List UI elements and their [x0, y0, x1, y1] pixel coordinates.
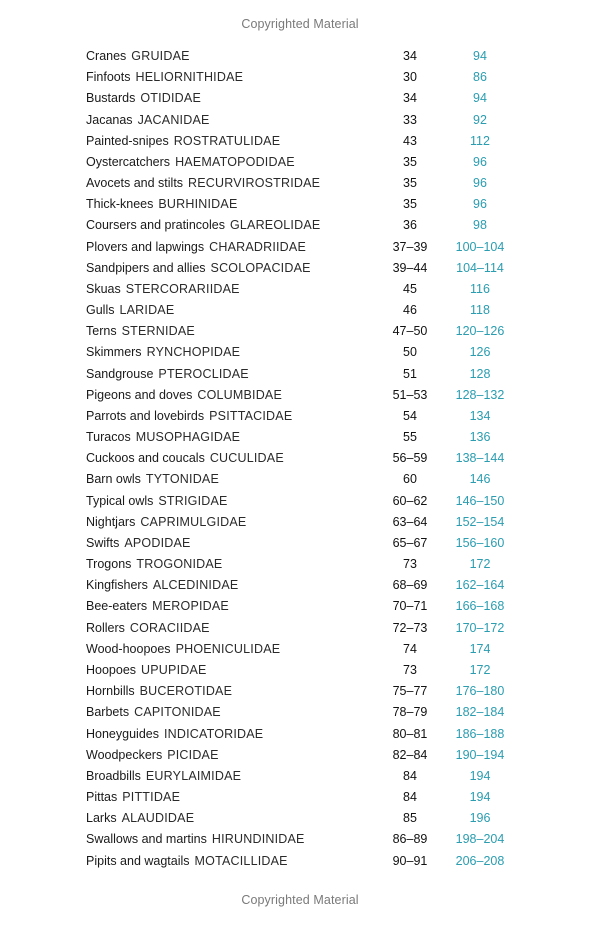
family-name: [86, 406, 292, 427]
family-index-list: [86, 46, 516, 872]
common-name: Wood-hoopoes: [86, 641, 171, 656]
index-row: [86, 829, 516, 850]
family-name: [86, 342, 240, 363]
common-name: Gulls: [86, 303, 115, 318]
common-name: Jacanas: [86, 112, 133, 127]
family-name: [86, 702, 221, 723]
plate-numbers: 73: [403, 557, 417, 572]
common-name: Oystercatchers: [86, 154, 171, 169]
common-name: Pipits and wagtails: [86, 853, 190, 868]
scientific-family: MOTACILLIDAE: [194, 853, 288, 868]
plate-numbers: 39–44: [392, 260, 428, 275]
common-name: Sandpipers and allies: [86, 260, 206, 275]
family-name: [86, 110, 210, 131]
family-name: [86, 575, 238, 596]
page-numbers: 182–184: [455, 705, 505, 720]
index-row: [86, 469, 516, 490]
index-row: [86, 215, 516, 236]
common-name: Barbets: [86, 705, 130, 720]
plate-numbers: 65–67: [392, 535, 428, 550]
scientific-family: PSITTACIDAE: [209, 408, 293, 423]
family-name: [86, 237, 306, 258]
common-name: Skimmers: [86, 345, 142, 360]
page-numbers: 194: [469, 768, 491, 783]
common-name: Parrots and lovebirds: [86, 408, 205, 423]
scientific-family: STERCORARIIDAE: [125, 281, 240, 296]
common-name: Painted-snipes: [86, 133, 169, 148]
plate-numbers: 33: [403, 112, 417, 127]
page-numbers: 96: [473, 197, 487, 212]
scientific-family: CHARADRIIDAE: [209, 239, 306, 254]
page-numbers: 96: [473, 176, 487, 191]
scientific-family: CUCULIDAE: [209, 451, 284, 466]
index-row: [86, 67, 516, 88]
page-numbers: 128–132: [455, 387, 505, 402]
page-numbers: 194: [469, 790, 491, 805]
page-numbers: 176–180: [455, 684, 505, 699]
page-numbers: 186–188: [455, 726, 505, 741]
scientific-family: ALCEDINIDAE: [152, 578, 239, 593]
index-row: [86, 300, 516, 321]
scientific-family: APODIDAE: [124, 535, 191, 550]
page-numbers: 198–204: [455, 832, 505, 847]
page-numbers: 134: [469, 408, 491, 423]
page-numbers: 146: [469, 472, 491, 487]
scientific-family: GLAREOLIDAE: [229, 218, 321, 233]
page-numbers: 156–160: [455, 535, 505, 550]
index-row: [86, 427, 516, 448]
common-name: Cuckoos and coucals: [86, 451, 205, 466]
page-numbers: 190–194: [455, 747, 505, 762]
index-row: [86, 46, 516, 67]
family-name: [86, 618, 210, 639]
common-name: Avocets and stilts: [86, 176, 184, 191]
scientific-family: HIRUNDINIDAE: [211, 832, 305, 847]
page-numbers: 170–172: [455, 620, 505, 635]
page-numbers: 120–126: [455, 324, 505, 339]
plate-numbers: 34: [403, 49, 417, 63]
page-numbers: 126: [469, 345, 491, 360]
family-name: [86, 554, 222, 575]
plate-numbers: 90–91: [392, 853, 428, 868]
page-numbers: 146–150: [455, 493, 505, 508]
plate-numbers: 60–62: [392, 493, 428, 508]
family-name: [86, 385, 282, 406]
scientific-family: PITTIDAE: [122, 790, 181, 805]
plate-numbers: 78–79: [392, 705, 428, 720]
index-row: [86, 194, 516, 215]
family-name: [86, 851, 288, 872]
scientific-family: PICIDAE: [167, 747, 219, 762]
common-name: Cranes: [86, 49, 127, 63]
page-numbers: 206–208: [455, 853, 505, 868]
family-name: [86, 131, 280, 152]
common-name: Turacos: [86, 430, 131, 445]
family-name: [86, 279, 240, 300]
plate-numbers: 70–71: [392, 599, 428, 614]
index-row: [86, 237, 516, 258]
family-name: [86, 258, 311, 279]
plate-numbers: 82–84: [392, 747, 428, 762]
page-numbers: 116: [470, 281, 490, 296]
scientific-family: RYNCHOPIDAE: [146, 345, 241, 360]
scientific-family: HAEMATOPODIDAE: [175, 154, 295, 169]
scientific-family: CORACIIDAE: [129, 620, 210, 635]
scientific-family: COLUMBIDAE: [197, 387, 282, 402]
common-name: Pigeons and doves: [86, 387, 193, 402]
plate-numbers: 75–77: [392, 684, 428, 699]
plate-numbers: 84: [403, 790, 417, 805]
common-name: Thick-knees: [86, 197, 154, 212]
index-row: [86, 406, 516, 427]
common-name: Plovers and lapwings: [86, 239, 205, 254]
family-name: [86, 364, 249, 385]
index-row: [86, 258, 516, 279]
plate-numbers: 80–81: [392, 726, 428, 741]
scientific-family: PHOENICULIDAE: [175, 641, 281, 656]
page-numbers: 94: [473, 49, 487, 63]
plate-numbers: 68–69: [392, 578, 428, 593]
page-numbers: 94: [473, 91, 487, 106]
common-name: Swallows and martins: [86, 832, 207, 847]
index-row: [86, 364, 516, 385]
index-row: [86, 279, 516, 300]
scientific-family: JACANIDAE: [137, 112, 210, 127]
common-name: Broadbills: [86, 768, 141, 783]
plate-numbers: 36: [403, 218, 417, 233]
common-name: Bee-eaters: [86, 599, 148, 614]
scientific-family: RECURVIROSTRIDAE: [188, 176, 321, 191]
plate-numbers: 43: [403, 133, 417, 148]
index-row: [86, 342, 516, 363]
plate-numbers: 85: [403, 811, 417, 826]
index-row: [86, 787, 516, 808]
family-name: [86, 724, 263, 745]
scientific-family: TYTONIDAE: [145, 472, 219, 487]
scientific-family: ALAUDIDAE: [121, 811, 195, 826]
plate-numbers: 84: [403, 768, 417, 783]
scientific-family: BUCEROTIDAE: [139, 684, 233, 699]
family-name: [86, 533, 191, 554]
plate-numbers: 54: [403, 408, 417, 423]
plate-numbers: 51–53: [392, 387, 428, 402]
page-numbers: 138–144: [455, 451, 505, 466]
scientific-family: UPUPIDAE: [141, 662, 207, 677]
index-row: [86, 639, 516, 660]
plate-numbers: 35: [403, 154, 417, 169]
scientific-family: HELIORNITHIDAE: [135, 70, 244, 85]
watermark-bottom: Copyrighted Material: [241, 893, 359, 907]
page-numbers: 112: [470, 133, 490, 148]
common-name: Terns: [86, 324, 117, 339]
plate-numbers: 73: [403, 662, 417, 677]
scientific-family: MEROPIDAE: [152, 599, 229, 614]
index-row: [86, 745, 516, 766]
common-name: Hornbills: [86, 684, 135, 699]
scientific-family: PTEROCLIDAE: [158, 366, 249, 381]
plate-numbers: 37–39: [392, 239, 428, 254]
common-name: Larks: [86, 811, 117, 826]
plate-numbers: 34: [403, 91, 417, 106]
page-numbers: 128: [469, 366, 491, 381]
common-name: Kingfishers: [86, 578, 148, 593]
page-numbers: 172: [469, 557, 491, 572]
plate-numbers: 30: [403, 70, 417, 85]
page-numbers: 98: [473, 218, 487, 233]
scientific-family: GRUIDAE: [131, 49, 190, 63]
index-row: [86, 131, 516, 152]
common-name: Pittas: [86, 790, 118, 805]
common-name: Nightjars: [86, 514, 136, 529]
family-name: [86, 660, 207, 681]
index-row: [86, 173, 516, 194]
family-name: [86, 88, 201, 109]
common-name: Hoopoes: [86, 662, 137, 677]
index-row: [86, 681, 516, 702]
family-name: [86, 639, 280, 660]
index-row: [86, 702, 516, 723]
common-name: Barn owls: [86, 472, 141, 487]
index-row: [86, 491, 516, 512]
plate-numbers: 86–89: [392, 832, 428, 847]
index-row: [86, 321, 516, 342]
family-name: [86, 681, 232, 702]
family-name: [86, 766, 241, 787]
scientific-family: CAPITONIDAE: [134, 705, 221, 720]
index-row: [86, 512, 516, 533]
page-numbers: 136: [469, 430, 491, 445]
index-row: [86, 110, 516, 131]
index-row: [86, 660, 516, 681]
index-row: [86, 766, 516, 787]
family-name: [86, 448, 284, 469]
scientific-family: TROGONIDAE: [136, 557, 223, 572]
index-row: [86, 575, 516, 596]
scientific-family: EURYLAIMIDAE: [145, 768, 242, 783]
plate-numbers: 45: [403, 281, 417, 296]
index-row: [86, 596, 516, 617]
plate-numbers: 51: [403, 366, 417, 381]
index-row: [86, 724, 516, 745]
index-row: [86, 152, 516, 173]
family-name: [86, 829, 305, 850]
index-row: [86, 851, 516, 872]
family-name: [86, 491, 228, 512]
page-numbers: 174: [469, 641, 491, 656]
index-row: [86, 808, 516, 829]
page-numbers: 166–168: [455, 599, 505, 614]
family-name: [86, 596, 229, 617]
index-row: [86, 554, 516, 575]
plate-numbers: 56–59: [392, 451, 428, 466]
plate-numbers: 60: [403, 472, 417, 487]
plate-numbers: 35: [403, 197, 417, 212]
family-name: [86, 194, 237, 215]
page-numbers: 152–154: [455, 514, 505, 529]
family-name: [86, 512, 246, 533]
family-name: [86, 321, 195, 342]
scientific-family: ROSTRATULIDAE: [173, 133, 281, 148]
page-numbers: 196: [469, 811, 491, 826]
scientific-family: STERNIDAE: [121, 324, 195, 339]
page-numbers: 100–104: [455, 239, 505, 254]
page-numbers: 104–114: [456, 260, 504, 275]
page-numbers: 86: [473, 70, 487, 85]
common-name: Finfoots: [86, 70, 131, 85]
family-name: [86, 67, 243, 88]
common-name: Swifts: [86, 535, 120, 550]
common-name: Sandgrouse: [86, 366, 154, 381]
family-name: [86, 215, 320, 236]
page-numbers: 118: [470, 303, 490, 318]
page-numbers: 172: [469, 662, 491, 677]
plate-numbers: 50: [403, 345, 417, 360]
common-name: Skuas: [86, 281, 121, 296]
page-numbers: 162–164: [455, 578, 505, 593]
scientific-family: INDICATORIDAE: [163, 726, 264, 741]
index-row: [86, 385, 516, 406]
family-name: [86, 787, 180, 808]
common-name: Trogons: [86, 557, 132, 572]
plate-numbers: 47–50: [392, 324, 428, 339]
scientific-family: LARIDAE: [119, 303, 175, 318]
scientific-family: STRIGIDAE: [158, 493, 228, 508]
index-row: [86, 448, 516, 469]
family-name: [86, 46, 190, 67]
scientific-family: SCOLOPACIDAE: [210, 260, 311, 275]
common-name: Typical owls: [86, 493, 154, 508]
family-name: [86, 152, 295, 173]
common-name: Honeyguides: [86, 726, 159, 741]
plate-numbers: 72–73: [392, 620, 428, 635]
family-name: [86, 469, 219, 490]
family-name: [86, 745, 219, 766]
plate-numbers: 63–64: [392, 514, 428, 529]
index-row: [86, 533, 516, 554]
scientific-family: MUSOPHAGIDAE: [135, 430, 241, 445]
common-name: Bustards: [86, 91, 136, 106]
page-numbers: 96: [473, 154, 487, 169]
family-name: [86, 173, 320, 194]
index-row: [86, 618, 516, 639]
plate-numbers: 46: [403, 303, 417, 318]
common-name: Coursers and pratincoles: [86, 218, 225, 233]
family-name: [86, 427, 240, 448]
family-name: [86, 808, 194, 829]
scientific-family: OTIDIDAE: [140, 91, 201, 106]
common-name: Woodpeckers: [86, 747, 163, 762]
plate-numbers: 35: [403, 176, 417, 191]
watermark-top: Copyrighted Material: [241, 17, 359, 31]
scientific-family: BURHINIDAE: [158, 197, 238, 212]
common-name: Rollers: [86, 620, 125, 635]
index-row: [86, 88, 516, 109]
scientific-family: CAPRIMULGIDAE: [140, 514, 247, 529]
plate-numbers: 55: [403, 430, 417, 445]
page-numbers: 92: [473, 112, 487, 127]
plate-numbers: 74: [403, 641, 417, 656]
family-name: [86, 300, 174, 321]
